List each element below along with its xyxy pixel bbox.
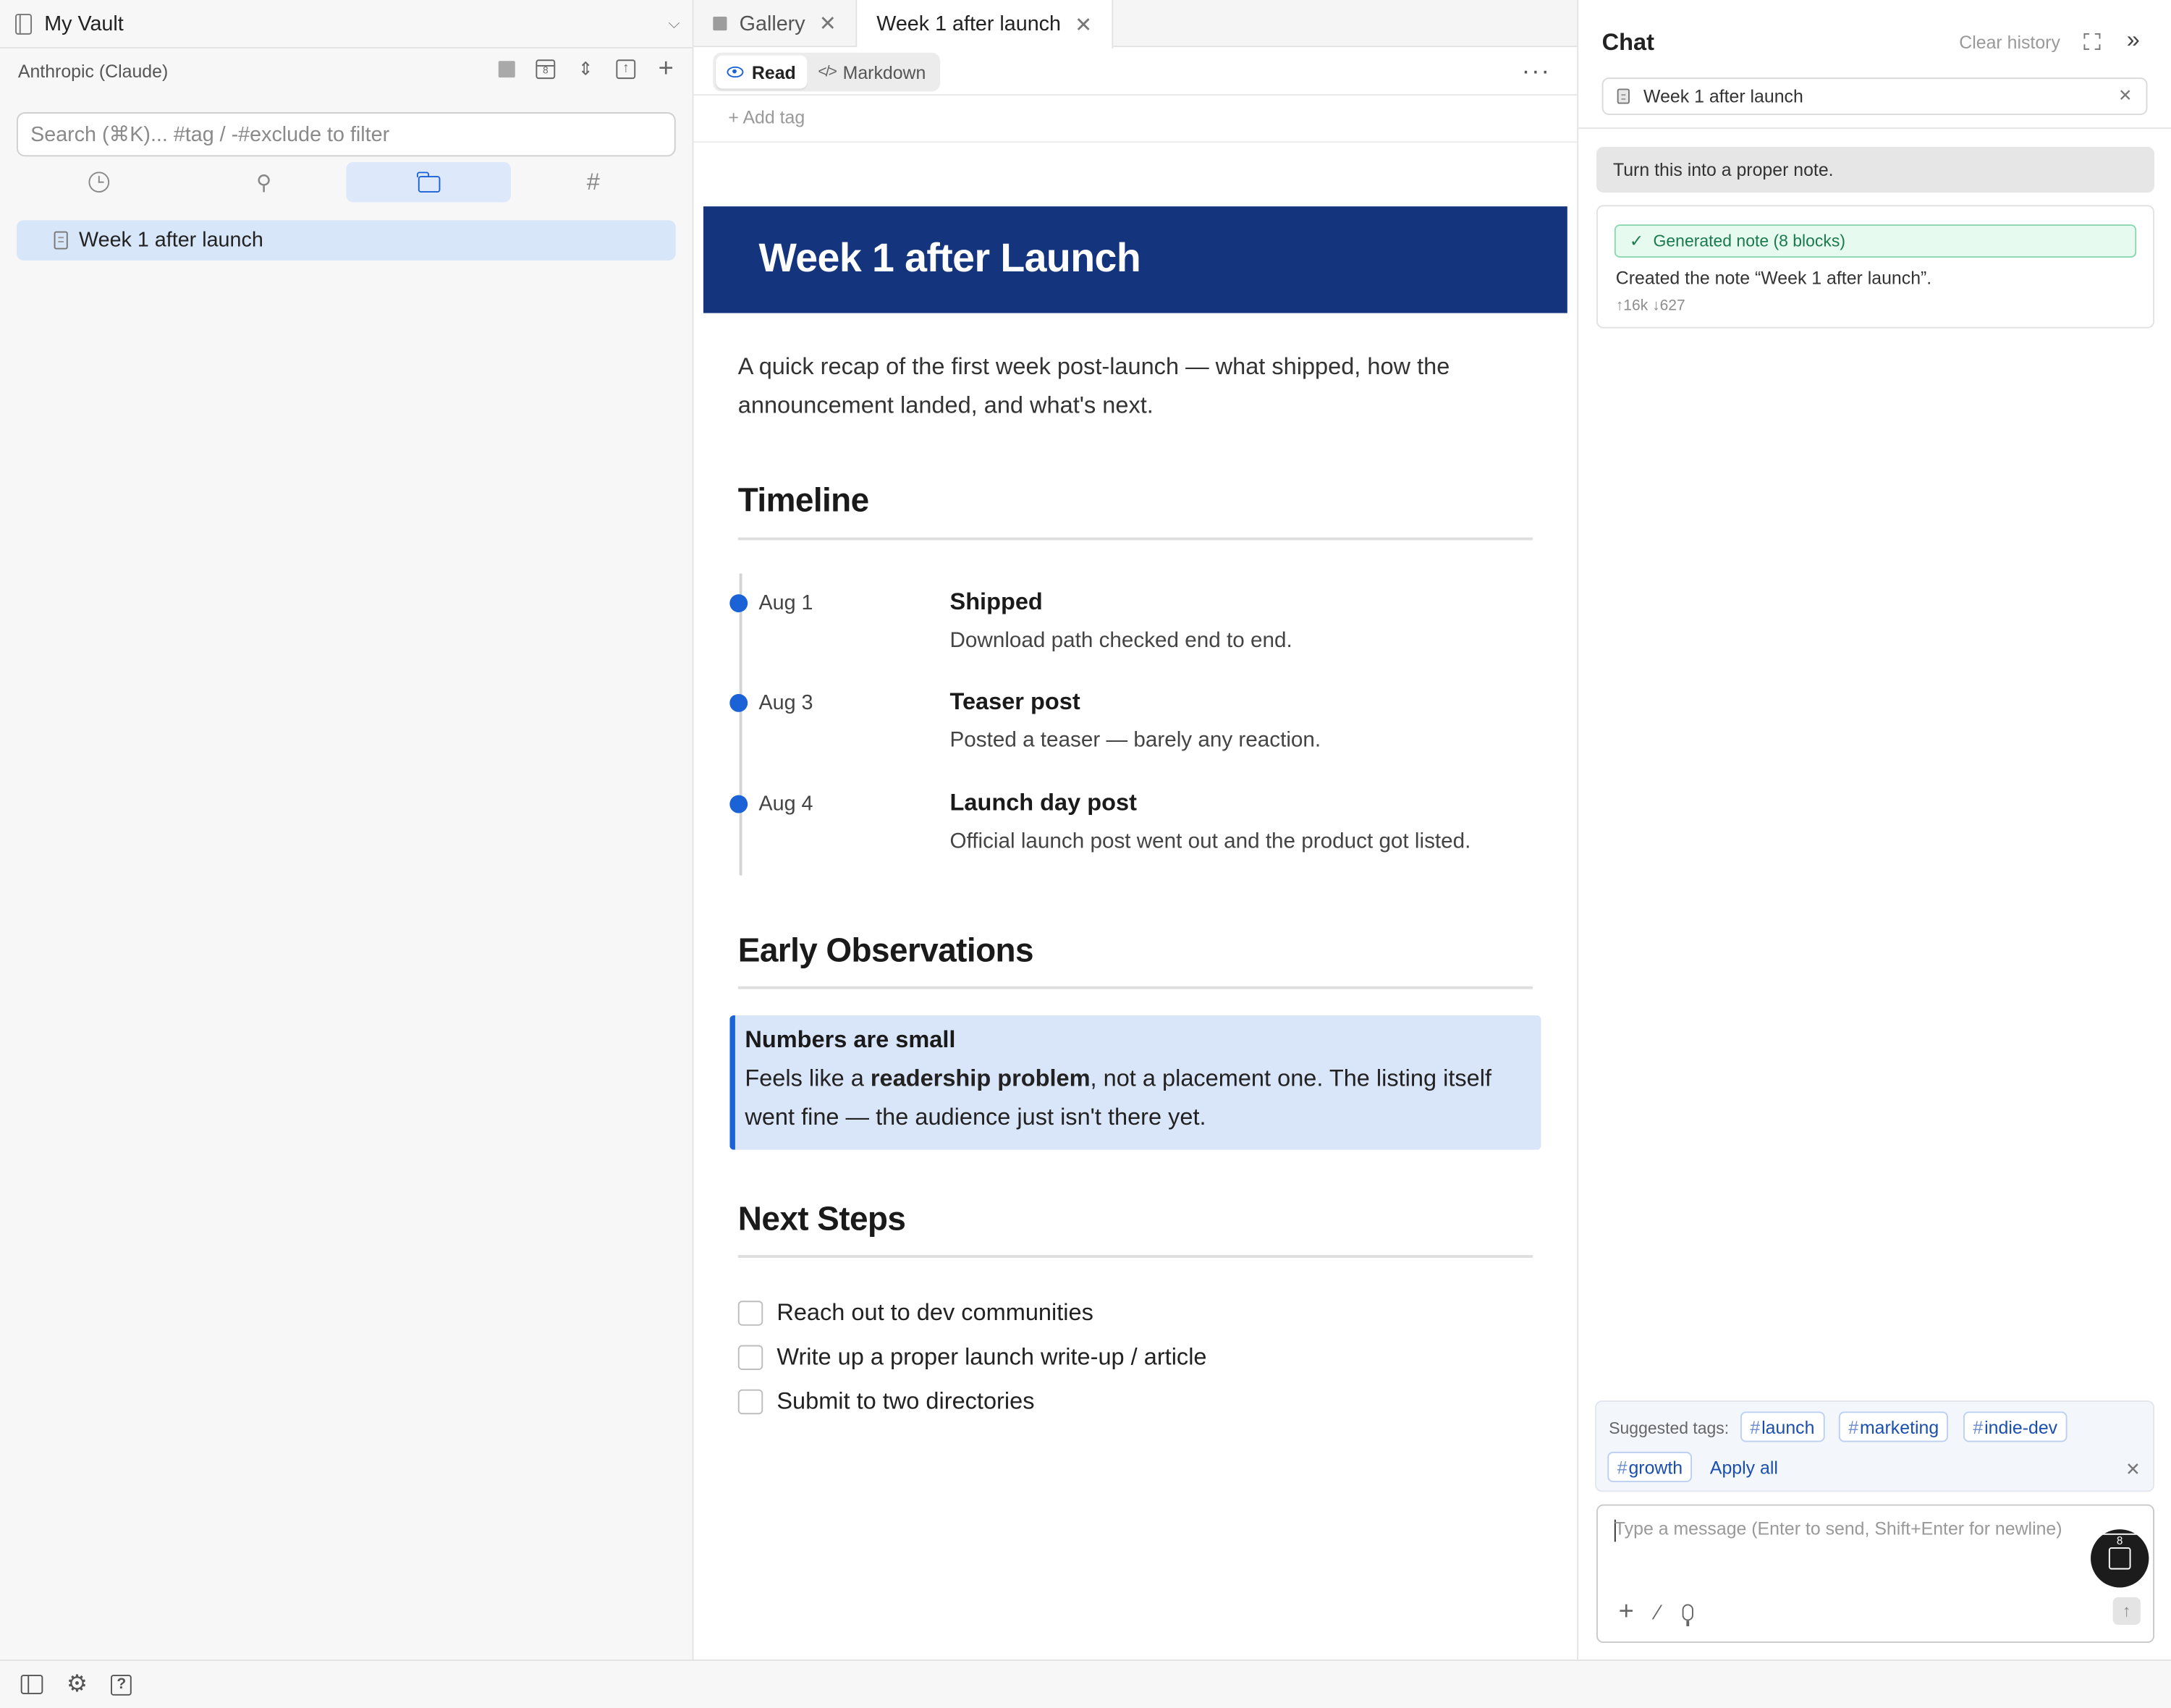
timeline-date: Aug 3 — [758, 691, 813, 715]
token-usage: ↑16k ↓627 — [1615, 297, 1685, 315]
assistant-message — [1596, 205, 2154, 328]
code-icon: </> — [818, 64, 837, 81]
close-icon[interactable]: ✕ — [818, 12, 837, 36]
sidebar-toolbar — [499, 54, 676, 83]
suggested-tag[interactable] — [1963, 1411, 2067, 1442]
timeline-item — [729, 588, 1560, 677]
provider-row — [0, 48, 693, 93]
task-item — [738, 1344, 1207, 1371]
hash-icon: # — [1848, 1416, 1859, 1437]
timeline-dot — [729, 694, 748, 712]
message-placeholder: Type a message (Enter to send, Shift+Enter for newline) — [1614, 1518, 2062, 1539]
heading-rule — [738, 538, 1533, 541]
sidebar-item-label: Week 1 after launch — [79, 228, 263, 253]
vault-icon — [15, 13, 32, 34]
hash-icon: # — [1750, 1416, 1761, 1437]
input-toolbar — [1619, 1597, 1693, 1628]
tab-label: Week 1 after launch — [876, 12, 1062, 36]
more-options-icon[interactable]: ··· — [1521, 56, 1551, 85]
context-chip-label: Week 1 after launch — [1643, 85, 1803, 107]
gear-icon[interactable]: ⚙ — [66, 1670, 88, 1697]
tab-tags[interactable] — [511, 162, 676, 203]
expand-icon[interactable] — [2083, 33, 2100, 50]
chat-panel — [1577, 0, 2171, 1660]
tab-pinned[interactable] — [182, 162, 347, 203]
generated-badge[interactable] — [1615, 224, 2136, 258]
suggested-tag[interactable] — [1740, 1411, 1824, 1442]
heading-rule — [738, 986, 1533, 989]
tag-label: marketing — [1859, 1416, 1939, 1437]
timeline-desc: Posted a teaser — barely any reaction. — [949, 728, 1321, 753]
timeline-dot — [729, 594, 748, 612]
calendar-icon[interactable] — [536, 59, 555, 79]
heading-rule — [738, 1255, 1533, 1258]
generated-badge-label: Generated note (8 blocks) — [1653, 231, 1846, 251]
note-title-banner — [703, 206, 1567, 313]
suggested-tags — [1595, 1400, 2154, 1492]
note-icon — [54, 232, 68, 250]
attach-icon[interactable]: + — [1618, 1597, 1634, 1627]
microphone-icon[interactable] — [1682, 1604, 1693, 1620]
note-title: Week 1 after Launch — [758, 237, 1141, 282]
callout-text: Feels like a — [745, 1065, 871, 1092]
send-button[interactable]: ↑ — [2113, 1597, 2141, 1625]
suggested-tag[interactable] — [1839, 1411, 1949, 1442]
tab-folders[interactable] — [346, 162, 511, 203]
timeline-title: Shipped — [949, 588, 1043, 615]
tab-recent[interactable] — [17, 162, 182, 203]
tag-label: launch — [1761, 1416, 1815, 1437]
mode-bar — [694, 47, 1578, 96]
suggested-tag[interactable] — [1607, 1452, 1692, 1482]
timeline-title: Launch day post — [949, 789, 1137, 816]
task-checkbox[interactable] — [738, 1390, 763, 1414]
new-note-icon[interactable]: + — [658, 54, 674, 83]
import-icon[interactable]: ↑ — [616, 59, 635, 79]
search-input[interactable]: Search (⌘K)... #tag / -#exclude to filter — [17, 112, 676, 156]
timeline-date: Aug 1 — [758, 591, 813, 615]
note-icon — [1617, 88, 1630, 103]
chat-header — [1578, 0, 2171, 129]
timeline-item — [729, 789, 1560, 879]
tag-label: growth — [1628, 1456, 1683, 1478]
note-intro: A quick recap of the first week post-launch — what shipped, how the announcement landed, and what's next. — [737, 353, 1450, 419]
sidebar — [0, 0, 694, 1660]
task-label: Submit to two directories — [776, 1387, 1035, 1415]
eye-icon — [727, 67, 743, 77]
task-label: Write up a proper launch write-up / article — [776, 1343, 1207, 1370]
callout-bold-text: readership problem — [870, 1065, 1091, 1092]
callout-text: , not a placement one. The listing itself went fine — the audience just isn't there yet. — [745, 1065, 1492, 1130]
timeline-item — [729, 688, 1560, 777]
timeline-heading: Timeline — [737, 482, 869, 520]
gallery-icon[interactable] — [499, 61, 515, 77]
markdown-mode-label: Markdown — [842, 62, 926, 83]
user-message: Turn this into a proper note. — [1596, 147, 2154, 193]
next-steps-heading: Next Steps — [737, 1201, 906, 1239]
tab-label: Gallery — [739, 12, 805, 35]
editor — [694, 0, 1578, 1660]
suggested-tags-label: Suggested tags: — [1609, 1418, 1730, 1438]
toggle-sidebar-icon[interactable] — [21, 1675, 43, 1694]
collapse-panel-icon[interactable]: » — [2126, 26, 2140, 53]
folder-icon — [418, 175, 440, 192]
context-chip — [1602, 77, 2148, 115]
chevron-down-icon[interactable]: ⌵ — [668, 15, 680, 33]
timeline-title: Teaser post — [949, 688, 1080, 715]
hash-icon: # — [586, 168, 600, 195]
clear-history-button[interactable]: Clear history — [1959, 32, 2060, 53]
tab-bar — [694, 0, 1578, 47]
chat-title: Chat — [1601, 29, 1654, 56]
sidebar-item-note[interactable] — [17, 220, 676, 261]
timeline-date: Aug 4 — [758, 792, 813, 816]
close-icon[interactable]: ✕ — [2125, 1458, 2141, 1480]
read-mode-label: Read — [751, 62, 796, 83]
view-mode-toggle — [713, 53, 939, 92]
bottom-bar — [0, 1660, 2171, 1708]
callout — [729, 1015, 1541, 1150]
calendar-icon — [2109, 1547, 2131, 1570]
timeline-desc: Official launch post went out and the product got listed. — [949, 829, 1471, 854]
hash-icon: # — [1617, 1456, 1628, 1478]
task-checkbox[interactable] — [738, 1345, 763, 1370]
task-item — [738, 1388, 1035, 1416]
timeline-dot — [729, 795, 748, 813]
add-tag-button[interactable]: + Add tag — [728, 106, 805, 128]
tab-note[interactable] — [857, 0, 1112, 48]
timeline-desc: Download path checked end to end. — [949, 628, 1292, 653]
vault-name: My Vault — [44, 12, 124, 35]
bottom-toolbar — [21, 1670, 132, 1697]
apply-all-button[interactable]: Apply all — [1709, 1457, 1778, 1479]
tag-label: indie-dev — [1984, 1416, 2058, 1437]
vault-switcher[interactable] — [0, 0, 693, 48]
task-checkbox[interactable] — [738, 1301, 763, 1325]
sort-icon[interactable]: ⇕ — [577, 58, 593, 80]
divider — [694, 141, 1578, 143]
help-icon[interactable]: ? — [111, 1674, 132, 1695]
markdown-mode-button[interactable] — [807, 56, 937, 89]
filter-tabs — [17, 162, 676, 203]
close-icon[interactable]: ✕ — [1075, 13, 1093, 37]
observations-heading: Early Observations — [737, 932, 1034, 970]
callout-body — [745, 1060, 1520, 1137]
check-icon: ✓ — [1629, 231, 1644, 251]
pin-icon: ⚲ — [255, 171, 271, 195]
read-mode-button[interactable] — [716, 56, 807, 89]
clock-icon — [88, 172, 109, 193]
task-item — [738, 1299, 1093, 1327]
calendar-fab-button[interactable] — [2091, 1529, 2149, 1587]
hash-icon: # — [1973, 1416, 1984, 1437]
slash-command-icon[interactable]: ⁄ — [1656, 1600, 1660, 1625]
gallery-icon — [713, 17, 727, 30]
message-input[interactable] — [1596, 1505, 2154, 1643]
assistant-text: Created the note “Week 1 after launch”. — [1615, 267, 1932, 289]
callout-title: Numbers are small — [745, 1026, 956, 1053]
tab-gallery[interactable] — [694, 0, 858, 47]
task-label: Reach out to dev communities — [776, 1299, 1093, 1326]
close-icon[interactable]: ✕ — [2118, 85, 2133, 106]
provider-name[interactable]: Anthropic (Claude) — [17, 60, 169, 81]
